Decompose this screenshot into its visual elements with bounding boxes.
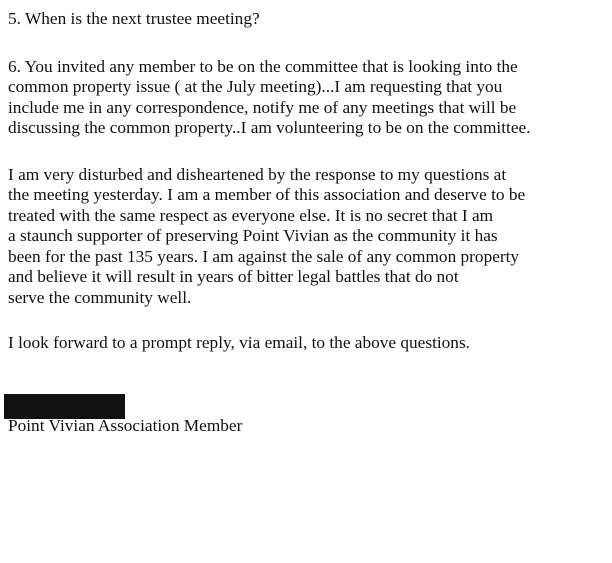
- signature-line: Point Vivian Association Member: [8, 416, 243, 435]
- paragraph-line-5: been for the past 135 years. I am against the sale of any common property: [8, 247, 520, 266]
- question-6-line-2: common property issue ( at the July meeting)...I am requesting that you: [8, 77, 503, 96]
- paragraph-line-4: a staunch supporter of preserving Point Vivian as the community it has: [8, 226, 498, 245]
- paragraph-line-7: serve the community well.: [8, 288, 192, 307]
- paragraph-line-1: I am very disturbed and disheartened by the response to my questions at: [8, 165, 507, 184]
- paragraph-line-2: the meeting yesterday. I am a member of this association and deserve to be: [8, 185, 526, 204]
- question-5: 5. When is the next trustee meeting?: [8, 9, 260, 28]
- paragraph-line-6: and believe it will result in years of bitter legal battles that do not: [8, 267, 459, 286]
- question-6-line-4: discussing the common property..I am volunteering to be on the committee.: [8, 118, 531, 137]
- closing-line: I look forward to a prompt reply, via email, to the above questions.: [8, 333, 470, 352]
- question-6-line-1: 6. You invited any member to be on the committee that is looking into the: [8, 57, 518, 76]
- paragraph-line-3: treated with the same respect as everyone else. It is no secret that I am: [8, 206, 494, 225]
- question-6-line-3: include me in any correspondence, notify me of any meetings that will be: [8, 98, 517, 117]
